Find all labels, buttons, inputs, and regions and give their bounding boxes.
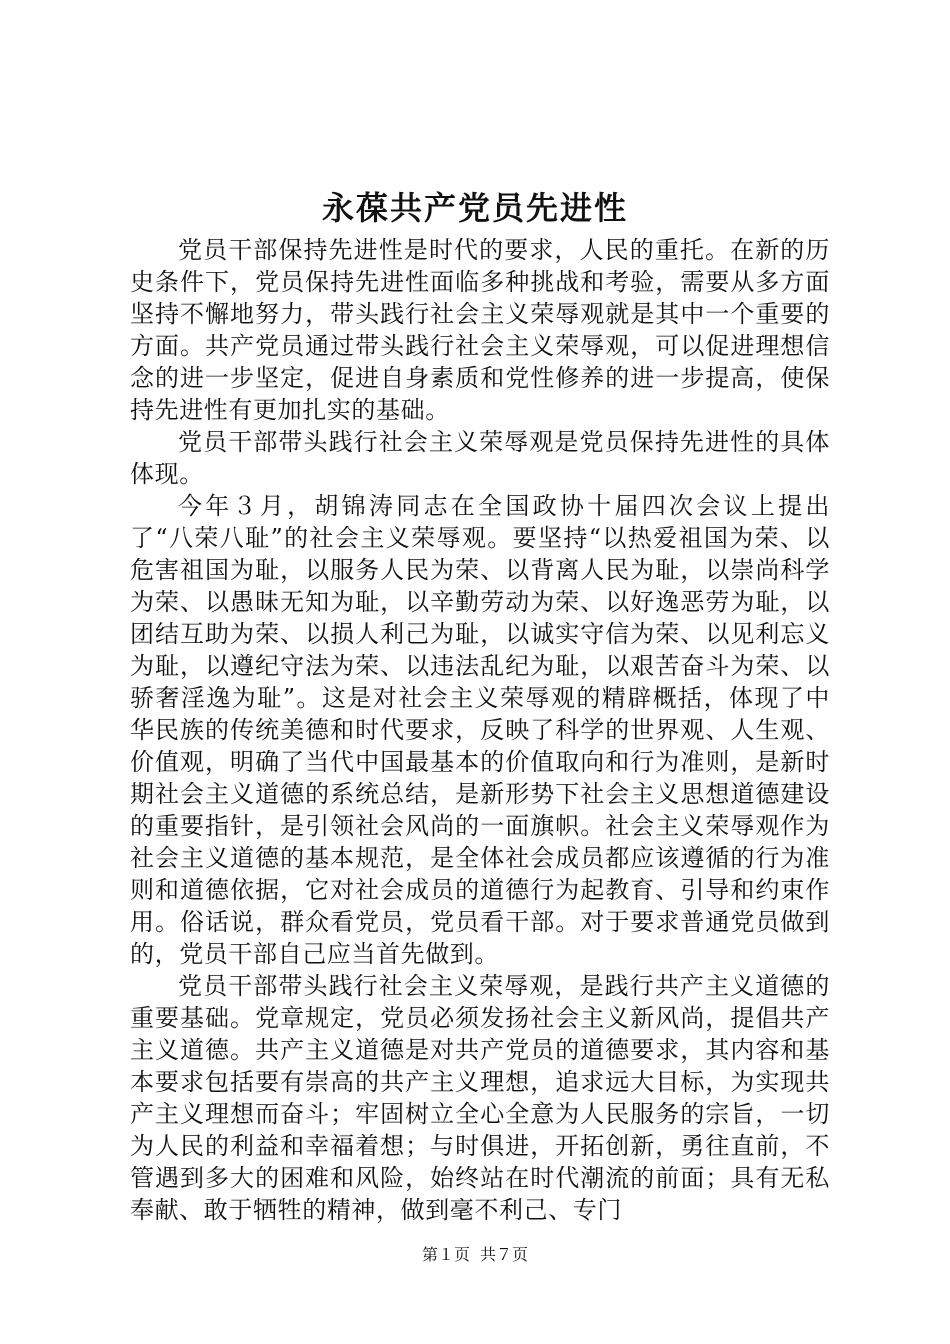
paragraph: 党员干部带头践行社会主义荣辱观，是践行共产主义道德的重要基础。党章规定，党员必须发扬社会主义新风尚，提倡共产主义道德。共产主义道德是对共产党员的道德要求，其内容和基本要求包括要有崇高的共产主义理想，追求远大目标，为实现共产主义理想而奋斗；牢固树立全心全意为人民服务的宗旨，一切为人民的利益和幸福着想；与时俱进，开拓创新，勇往直前，不管遇到多大的困难和风险，始终站在时代潮流的前面；具有无私奉献、敢于牺牲的精神，做到毫不利己、专门	[130, 972, 830, 1224]
paragraph: 今年３月，胡锦涛同志在全国政协十届四次会议上提出了“八荣八耻”的社会主义荣辱观。要坚持“以热爱祖国为荣、以危害祖国为耻，以服务人民为荣、以背离人民为耻，以崇尚科学为荣、以愚昧无知为耻，以辛勤劳动为荣、以好逸恶劳为耻，以团结互助为荣、以损人利己为耻，以诚实守信为荣、以见利忘义为耻，以遵纪守法为荣、以违法乱纪为耻，以艰苦奋斗为荣、以骄奢淫逸为耻”。这是对社会主义荣辱观的精辟概括，体现了中华民族的传统美德和时代要求，反映了科学的世界观、人生观、价值观，明确了当代中国最基本的价值取向和行为准则，是新时期社会主义道德的系统总结，是新形势下社会主义思想道德建设的重要指针，是引领社会风尚的一面旗帜。社会主义荣辱观作为社会主义道德的基本规范，是全体社会成员都应该遵循的行为准则和道德依据，它对社会成员的道德行为起教育、引导和约束作用。俗话说，群众看党员，党员看干部。对于要求普通党员做到的，党员干部自己应当首先做到。	[130, 492, 830, 968]
page-total: 共７页	[480, 1245, 529, 1264]
page-footer	[0, 1244, 950, 1266]
paragraph: 党员干部保持先进性是时代的要求，人民的重托。在新的历史条件下，党员保持先进性面临多种挑战和考验，需要从多方面坚持不懈地努力，带头践行社会主义荣辱观就是其中一个重要的方面。共产党员通过带头践行社会主义荣辱观，可以促进理想信念的进一步坚定，促进自身素质和党性修养的进一步提高，使保持先进性有更加扎实的基础。	[130, 236, 830, 424]
paragraph: 党员干部带头践行社会主义荣辱观是党员保持先进性的具体体现。	[130, 428, 830, 488]
page-number: 第１页	[421, 1245, 470, 1264]
document-body	[130, 234, 830, 1226]
document-title: 永葆共产党员先进性	[321, 189, 628, 227]
